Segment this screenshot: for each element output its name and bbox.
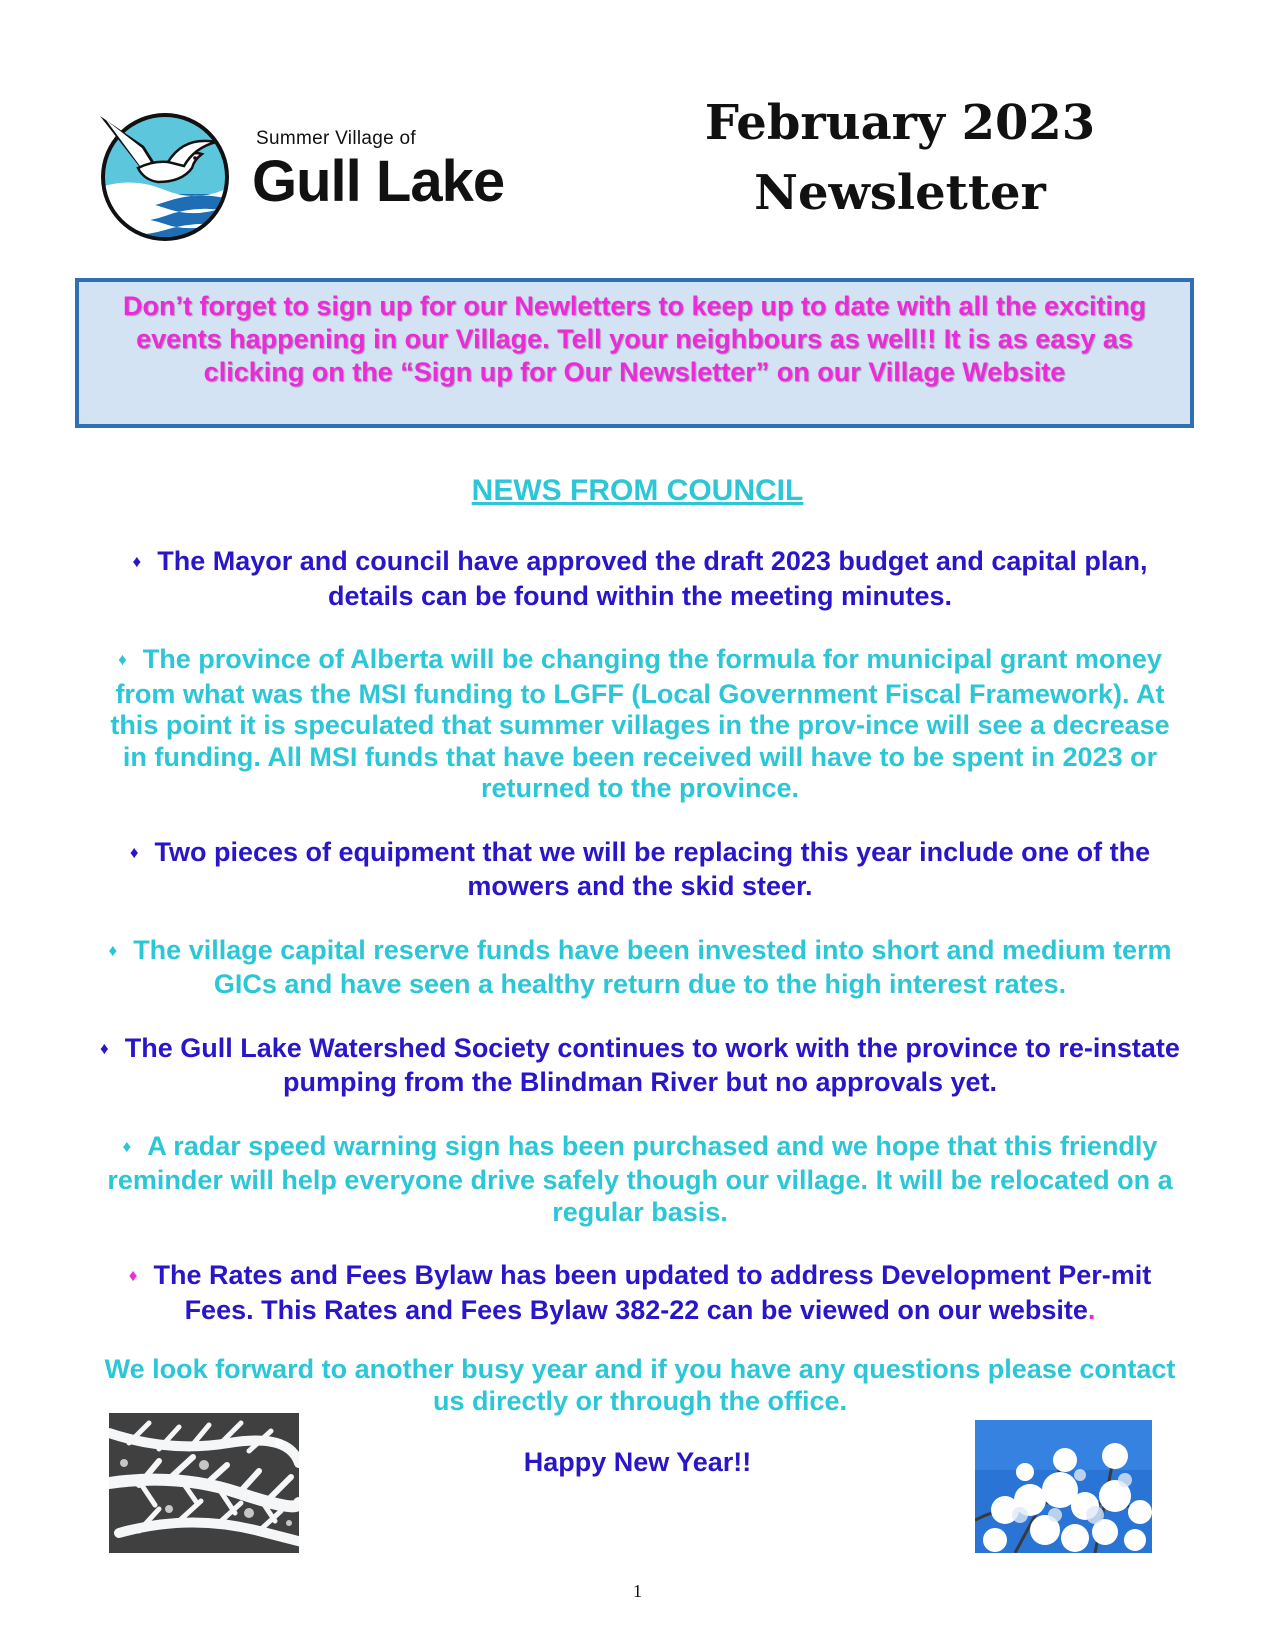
news-item-reserve-funds	[100, 935, 1180, 1001]
diamond-bullet-icon: ♦	[108, 940, 118, 960]
news-item-radar-sign	[100, 1131, 1180, 1229]
section-heading: NEWS FROM COUNCIL	[471, 474, 804, 507]
news-item-text: The village capital reserve funds have been invested into short and medium term GICs and have seen a healthy return due to the high interest rates.	[133, 934, 1172, 999]
news-item-text: The Gull Lake Watershed Society continues to work with the province to re-instate pumping from the Blindman River but no approvals yet.	[124, 1032, 1180, 1097]
logo-name: Gull Lake	[252, 149, 505, 214]
news-item-bylaw	[100, 1260, 1180, 1326]
news-item-text: A radar speed warning sign has been purchased and we hope that this friendly reminder will help everyone drive safely though our village. It will be relocated on a regular basis.	[107, 1130, 1173, 1227]
diamond-bullet-icon: ♦	[128, 1266, 138, 1285]
news-item-trailing-period: .	[1087, 1294, 1096, 1325]
signup-notice-text: Don’t forget to sign up for our Newletters to keep up to date with all the exciting events happening in our Village. Tell your neighbours as well!! It is as easy as clicking on the “Sign up for Our Newsletter” on our Village Website	[122, 291, 1147, 387]
frost-branch-photo-left	[109, 1413, 299, 1553]
diamond-bullet-icon: ♦	[118, 650, 127, 669]
news-item-text: Two pieces of equipment that we will be replacing this year include one of the mowers and the skid steer.	[154, 836, 1151, 901]
gull-over-waves-icon	[98, 110, 232, 244]
title-label: Newsletter	[754, 165, 1046, 221]
news-list	[100, 546, 1180, 1358]
happy-new-year-greeting: Happy New Year!!	[523, 1447, 752, 1477]
diamond-bullet-icon: ♦	[122, 1136, 132, 1156]
news-item-text: The Mayor and council have approved the draft 2023 budget and capital plan, details can be found within the meeting minutes.	[157, 546, 1148, 611]
title-month: February 2023	[704, 95, 1096, 151]
news-item-budget	[100, 546, 1180, 612]
news-item-funding	[100, 644, 1180, 805]
village-logo	[98, 110, 518, 250]
frost-branch-photo-right	[975, 1420, 1152, 1553]
diamond-bullet-icon: ♦	[132, 552, 142, 571]
diamond-bullet-icon: ♦	[129, 842, 139, 862]
logo-subtitle: Summer Village of	[256, 128, 416, 149]
news-item-text: The province of Alberta will be changing the formula for municipal grant money from what was the MSI funding to LGFF (Local Government Fiscal Framework). At this point it is speculated that summer villages in the prov-ince will see a decrease in funding. All MSI funds that have been received will have to be spent in 2023 or returned to the province.	[110, 644, 1170, 803]
news-item-watershed	[100, 1033, 1180, 1099]
news-item-equipment	[100, 837, 1180, 903]
signup-notice-box	[75, 278, 1194, 428]
page-number: 1	[633, 1581, 642, 1601]
diamond-bullet-icon: ♦	[100, 1038, 109, 1058]
closing-message: We look forward to another busy year and if you have any questions please contact us directly or through the office.	[104, 1354, 1176, 1416]
newsletter-title	[640, 88, 1160, 228]
news-item-text: The Rates and Fees Bylaw has been updated to address Development Per-mit Fees. This Rates and Fees Bylaw 382-22 can be viewed on our website	[153, 1260, 1152, 1325]
